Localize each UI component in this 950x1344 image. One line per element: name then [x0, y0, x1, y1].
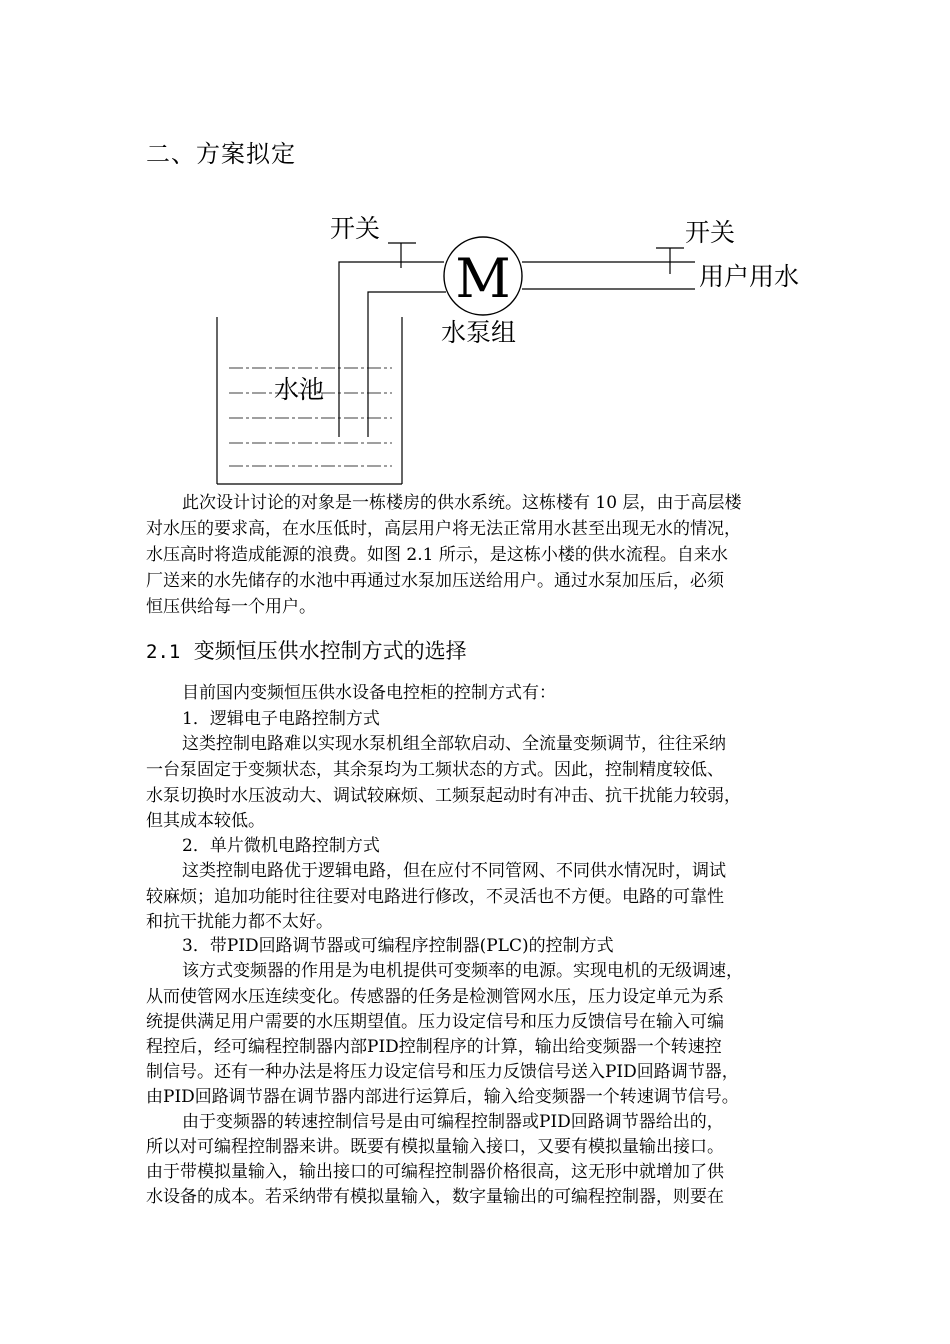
- body-line-13: 从而使管网水压连续变化。传感器的任务是检测管网水压，压力设定单元为系: [146, 987, 724, 1007]
- switch-left-symbol: [388, 243, 416, 268]
- body-line-5: 水泵切换时水压波动大、调试较麻烦、工频泵起动时有冲击、抗干扰能力较弱，: [146, 786, 741, 806]
- list-heading-3: 3．带PID回路调节器或可编程序控制器(PLC)的控制方式: [182, 936, 614, 956]
- body-line-1: 目前国内变频恒压供水设备电控柜的控制方式有：: [182, 683, 556, 703]
- body-line-21: 水设备的成本。若采纳带有模拟量输入，数字量输出的可编程控制器，则要在: [146, 1187, 724, 1207]
- motor-symbol: M: [455, 247, 511, 310]
- list-heading-1: 1．逻辑电子电路控制方式: [182, 709, 380, 729]
- section-title: 变频恒压供水控制方式的选择: [193, 639, 467, 663]
- body-line-16: 制信号。还有一种办法是将压力设定信号和压力反馈信号送入PID回路调节器，: [146, 1062, 739, 1082]
- body-line-3: 这类控制电路难以实现水泵机组全部软启动、全流量变频调节，往往采纳: [182, 734, 726, 754]
- intro-line-5: 恒压供给每一个用户。: [146, 597, 316, 617]
- body-line-4: 一台泵固定于变频状态，其余泵均为工频状态的方式。因此，控制精度较低、: [146, 760, 724, 780]
- body-line-6: 但其成本较低。: [146, 811, 265, 831]
- body-line-15: 程控后，经可编程控制器内部PID控制程序的计算，输出给变频器一个转速控: [146, 1037, 722, 1057]
- intro-line-3: 水压高时将造成能源的浪费。如图 2.1 所示，是这栋小楼的供水流程。自来水: [146, 545, 728, 565]
- pool-label: 水池: [274, 375, 325, 404]
- switch-right-symbol: [656, 248, 684, 274]
- list-heading-2: 2．单片微机电路控制方式: [182, 836, 380, 856]
- intro-line-1: 此次设计讨论的对象是一栋楼房的供水系统。这栋楼有 10 层，由于高层楼: [182, 493, 742, 513]
- body-line-19: 所以对可编程控制器来讲。既要有模拟量输入接口，又要有模拟量输出接口。: [146, 1137, 724, 1157]
- switch-left-label: 开关: [330, 214, 381, 243]
- section-heading: [146, 635, 467, 665]
- body-line-18: 由于变频器的转速控制信号是由可编程控制器或PID回路调节器给出的，: [182, 1112, 724, 1132]
- body-line-9: 较麻烦；追加功能时往往要对电路进行修改，不灵活也不方便。电路的可靠性: [146, 887, 724, 907]
- body-line-12: 该方式变频器的作用是为电机提供可变频率的电源。实现电机的无级调速，: [182, 961, 743, 981]
- intro-line-2: 对水压的要求高，在水压低时，高层用户将无法正常用水甚至出现无水的情况，: [146, 519, 741, 539]
- body-line-20: 由于带模拟量输入，输出接口的可编程控制器价格很高，这无形中就增加了供: [146, 1162, 724, 1182]
- section-number: 2.1: [146, 641, 181, 663]
- body-line-10: 和抗干扰能力都不太好。: [146, 912, 333, 932]
- pump-group-label: 水泵组: [441, 318, 517, 347]
- switch-right-label: 开关: [685, 218, 736, 247]
- body-line-8: 这类控制电路优于逻辑电路，但在应付不同管网、不同供水情况时，调试: [182, 861, 726, 881]
- body-line-14: 统提供满足用户需要的水压期望值。压力设定信号和压力反馈信号在输入可编: [146, 1012, 724, 1032]
- user-water-label: 用户用水: [699, 262, 800, 291]
- body-line-17: 由PID回路调节器在调节器内部进行运算后，输入给变频器一个转速调节信号。: [146, 1087, 739, 1107]
- intro-line-4: 厂送来的水先储存的水池中再通过水泵加压送给用户。通过水泵加压后，必须: [146, 571, 724, 591]
- water-supply-diagram: [0, 0, 950, 520]
- page-heading: 二、方案拟定: [146, 140, 296, 168]
